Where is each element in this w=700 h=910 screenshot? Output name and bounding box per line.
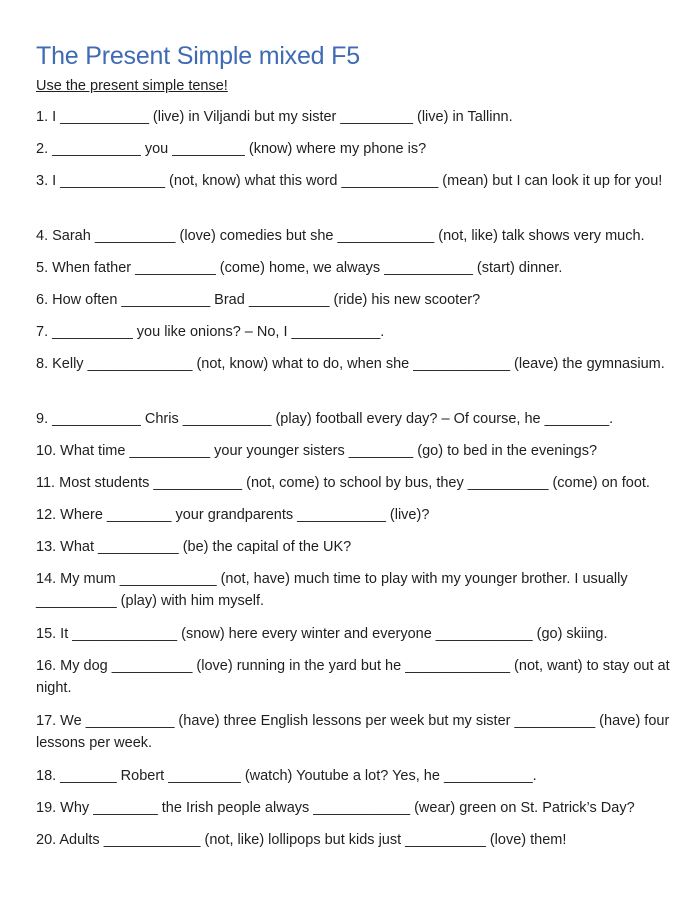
exercise-item: 16. My dog __________ (love) running in the yard but he _____________ (not, want) to stay out at night. bbox=[36, 658, 674, 696]
instruction: Use the present simple tense! bbox=[36, 78, 228, 94]
exercise-item: 13. What __________ (be) the capital of the UK? bbox=[36, 539, 352, 555]
exercise-item: 8. Kelly _____________ (not, know) what to do, when she ____________ (leave) the gymnasium. bbox=[36, 356, 665, 372]
exercise-item: 9. ___________ Chris ___________ (play) football every day? – Of course, he ________. bbox=[36, 411, 614, 427]
exercise-item: 10. What time __________ your younger sisters ________ (go) to bed in the evenings? bbox=[36, 443, 598, 459]
exercise-item: 18. _______ Robert _________ (watch) Youtube a lot? Yes, he ___________. bbox=[36, 768, 537, 784]
exercise-item: 12. Where ________ your grandparents ___________ (live)? bbox=[36, 507, 430, 523]
exercise-item: 4. Sarah __________ (love) comedies but she ____________ (not, like) talk shows very much. bbox=[36, 228, 645, 244]
exercise-item: 2. ___________ you _________ (know) where my phone is? bbox=[36, 141, 427, 157]
exercise-item: 1. I ___________ (live) in Viljandi but my sister _________ (live) in Tallinn. bbox=[36, 109, 513, 125]
exercise-item: 19. Why ________ the Irish people always ____________ (wear) green on St. Patrick’s Day? bbox=[36, 800, 635, 816]
exercise-item: 3. I _____________ (not, know) what this word ____________ (mean) but I can look it up for you! bbox=[36, 173, 663, 189]
exercise-item: 14. My mum ____________ (not, have) much time to play with my younger brother. I usually __________ (play) with him myself. bbox=[36, 571, 632, 609]
exercise-item: 7. __________ you like onions? – No, I ___________. bbox=[36, 324, 385, 340]
exercise-item: 17. We ___________ (have) three English lessons per week but my sister __________ (have) four lessons per week. bbox=[36, 713, 674, 751]
exercise-item: 6. How often ___________ Brad __________ (ride) his new scooter? bbox=[36, 292, 481, 308]
exercise-item: 15. It _____________ (snow) here every winter and everyone ____________ (go) skiing. bbox=[36, 626, 608, 642]
exercise-item: 20. Adults ____________ (not, like) lollipops but kids just __________ (love) them! bbox=[36, 832, 567, 848]
exercise-list bbox=[36, 106, 676, 861]
page-title: The Present Simple mixed F5 bbox=[36, 42, 360, 70]
exercise-item: 5. When father __________ (come) home, we always ___________ (start) dinner. bbox=[36, 260, 563, 276]
exercise-item: 11. Most students ___________ (not, come) to school by bus, they __________ (come) on foot. bbox=[36, 475, 650, 491]
worksheet bbox=[36, 40, 676, 861]
